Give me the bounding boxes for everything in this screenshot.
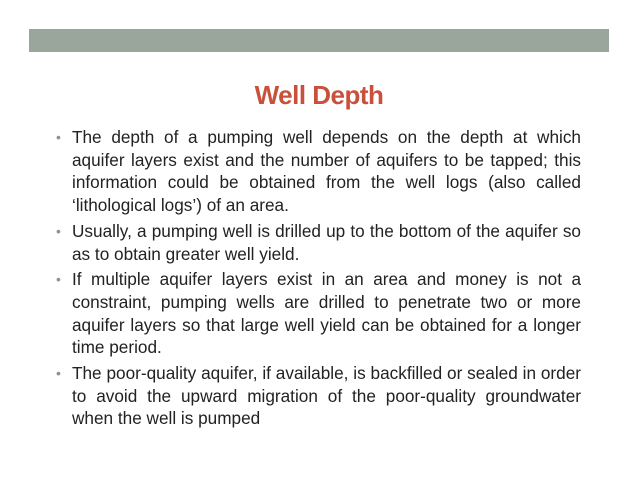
bullet-icon: •: [56, 222, 61, 239]
bullet-list: [56, 126, 581, 433]
slide-title: Well Depth: [254, 80, 384, 110]
bullet-text: If multiple aquifer layers exist in an area and money is not a constraint, pumping wells are drilled to penetrate two or more aquifer layers so that large well yield can be obtained for a longer time period.: [72, 269, 581, 358]
bullet-icon: •: [56, 365, 61, 382]
bullet-icon: •: [56, 271, 61, 288]
bullet-icon: •: [56, 129, 61, 145]
bullet-text: The poor-quality aquifer, if available, is backfilled or sealed in order to avoid the upward migration of the poor-quality groundwater when the well is pumped: [72, 363, 581, 429]
header-bar: [29, 29, 609, 52]
bullet-text: Usually, a pumping well is drilled up to the bottom of the aquifer so as to obtain greater well yield.: [72, 220, 581, 264]
bullet-item: [56, 126, 581, 217]
bullet-item: [56, 220, 581, 265]
bullet-item: [56, 362, 581, 430]
bullet-text: The depth of a pumping well depends on the depth at which aquifer layers exist and the number of aquifers to be tapped; this information could be obtained from the well logs (also called ‘lithological logs’) of an area.: [72, 127, 581, 216]
bullet-item: [56, 268, 581, 359]
